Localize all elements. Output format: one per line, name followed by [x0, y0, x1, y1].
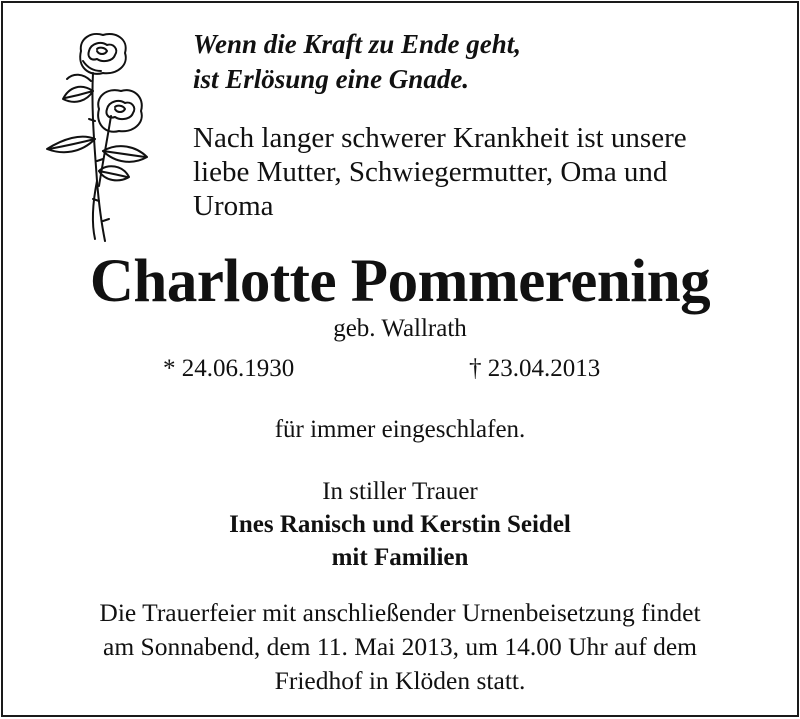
ceremony-info	[3, 596, 797, 698]
mourners	[3, 508, 797, 574]
intro-line-3: Uroma	[193, 190, 274, 222]
intro-line-1: Nach langer schwerer Krankheit ist unsere	[193, 122, 687, 154]
ceremony-line-1: Die Trauerfeier mit anschließender Urnenbeisetzung findet	[99, 598, 701, 627]
death-date: † 23.04.2013	[469, 355, 601, 382]
intro-text	[193, 121, 687, 223]
mourners-line-2: mit Familien	[331, 544, 469, 571]
maiden-name: geb. Wallrath	[333, 315, 467, 342]
motto-line-1: Wenn die Kraft zu Ende geht,	[193, 29, 522, 59]
rose-icon	[33, 21, 161, 243]
birth-date: * 24.06.1930	[163, 355, 295, 382]
deceased-name: Charlotte Pommerening	[89, 248, 711, 315]
intro-line-2: liebe Mutter, Schwiegermutter, Oma und	[193, 156, 668, 188]
ceremony-line-3: Friedhof in Klöden statt.	[274, 666, 526, 695]
ceremony-line-2: am Sonnabend, dem 11. Mai 2013, um 14.00 Uhr auf dem	[103, 632, 697, 661]
motto	[193, 27, 521, 97]
passing-text: für immer eingeschlafen.	[274, 416, 526, 443]
mourners-line-1: Ines Ranisch und Kerstin Seidel	[229, 511, 571, 538]
mourning-intro: In stiller Trauer	[322, 478, 478, 505]
motto-line-2: ist Erlösung eine Gnade.	[193, 64, 470, 94]
obituary-notice	[1, 1, 799, 717]
